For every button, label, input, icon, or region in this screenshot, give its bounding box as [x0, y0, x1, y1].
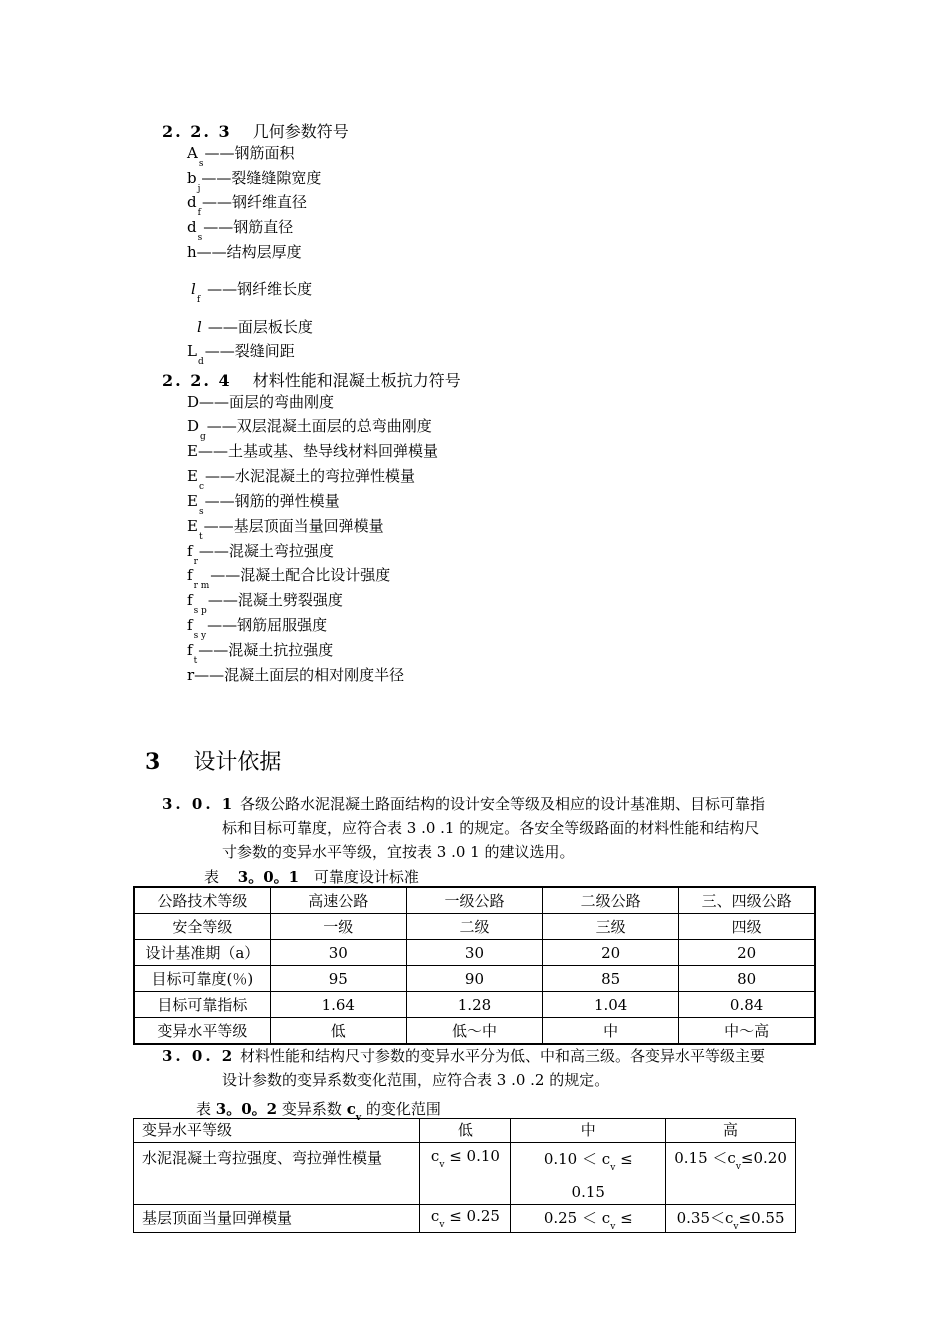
table-cell: 1.64 [270, 992, 406, 1018]
table-cell: 30 [270, 940, 406, 966]
table-cell: 高速公路 [270, 887, 406, 914]
section-title: 几何参数符号 [252, 122, 349, 141]
table-row [134, 1119, 796, 1143]
table-cell: 二级 [406, 914, 542, 940]
clause-3-0-2 [162, 1044, 765, 1068]
table-cell: 低 [270, 1018, 406, 1045]
table-row [134, 1205, 796, 1233]
symbol-entry: $f_{s p}——$混凝土劈裂强度 [187, 591, 343, 616]
table-row [134, 1143, 796, 1205]
table-cell: 中～高 [679, 1018, 815, 1045]
section-2-2-3-heading [162, 119, 349, 142]
reliability-table [133, 886, 816, 1045]
clause-number: 3. 0. 2 [162, 1047, 236, 1065]
table-row [134, 887, 815, 914]
symbol-entry: $l_f——$钢纤维长度 [191, 280, 313, 305]
table-cell: 四级 [679, 914, 815, 940]
table-cell: 基层顶面当量回弹模量 [134, 1205, 420, 1233]
table-cell: 中 [511, 1119, 666, 1143]
table-cell: 90 [406, 966, 542, 992]
table-caption: 表 3。0。2 变异系数 $c_v$ 的变化范围 [196, 1100, 441, 1123]
table-row [134, 992, 815, 1018]
symbol-entry: $d_f——$钢纤维直径 [187, 193, 307, 218]
table-cell: 一级 [270, 914, 406, 940]
table-row [134, 914, 815, 940]
table-row [134, 1018, 815, 1045]
clause-number: 3. 0. 1 [162, 795, 236, 813]
table-cell: $0.35<c_v\le 0.55$ [666, 1205, 796, 1233]
table-caption: 表 3。0。1 可靠度设计标准 [204, 868, 419, 886]
table-cell: 1.28 [406, 992, 542, 1018]
symbol-entry: $f_{s y}——$钢筋屈服强度 [187, 616, 328, 641]
symbol-entry: h——结构层厚度 [187, 243, 302, 261]
symbol-entry: $E_c——$水泥混凝土的弯拉弹性模量 [187, 467, 416, 492]
section-2-2-4-heading [162, 368, 461, 391]
chapter-heading [145, 745, 281, 776]
symbol-entry: $f_t——$混凝土抗拉强度 [187, 641, 334, 666]
table-cell: 20 [543, 940, 679, 966]
clause-line: 设计参数的变异系数变化范围，应符合表 3 .0 .2 的规定。 [222, 1071, 610, 1089]
table-cell: 85 [543, 966, 679, 992]
symbol-entry: $E_t——$基层顶面当量回弹模量 [187, 517, 384, 542]
table-cell: 20 [679, 940, 815, 966]
table-cell: 三、四级公路 [679, 887, 815, 914]
table-cell: $0.15 <c_v\le 0.20$ [666, 1143, 796, 1205]
clause-line: 寸参数的变异水平等级，宜按表 3 .0 1 的建议选用。 [222, 843, 575, 861]
table-cell: 中 [543, 1018, 679, 1045]
symbol-entry: $L_d——$裂缝间距 [187, 342, 295, 367]
table-row [134, 966, 815, 992]
table-cell: $c_v \le 0.25$ [420, 1205, 511, 1233]
table-cell: 低 [420, 1119, 511, 1143]
table-cell: 30 [406, 940, 542, 966]
chapter-number: 3 [145, 749, 161, 775]
clause-line: 材料性能和结构尺寸参数的变异水平分为低、中和高三级。各变异水平等级主要 [239, 1047, 765, 1065]
table-cell: 二级公路 [543, 887, 679, 914]
section-number: 2. 2. 4 [162, 371, 232, 390]
table-cell: 0.84 [679, 992, 815, 1018]
table-cell: $0.10 < c_v$ ≤ 0.15 [511, 1143, 666, 1205]
symbol-entry: r——混凝土面层的相对刚度半径 [187, 666, 405, 684]
table-cell: 变异水平等级 [134, 1018, 270, 1045]
table-cell: 公路技术等级 [134, 887, 270, 914]
section-title: 材料性能和混凝土板抗力符号 [252, 371, 461, 390]
table-cell: 1.04 [543, 992, 679, 1018]
symbol-entry: $A_s——$钢筋面积 [187, 144, 295, 169]
section-number: 2. 2. 3 [162, 122, 232, 141]
clause-3-0-1 [162, 792, 765, 816]
table-cell: 变异水平等级 [134, 1119, 420, 1143]
table-cell: 目标可靠度(％) [134, 966, 270, 992]
clause-line: 各级公路水泥混凝土路面结构的设计安全等级及相应的设计基准期、目标可靠指 [239, 795, 765, 813]
clause-line: 标和目标可靠度，应符合表 3 .0 .1 的规定。各安全等级路面的材料性能和结构尺 [222, 819, 760, 837]
table-cell: 设计基准期（a） [134, 940, 270, 966]
table-cell: 安全等级 [134, 914, 270, 940]
table-cell: 三级 [543, 914, 679, 940]
table-cell: 水泥混凝土弯拉强度、弯拉弹性模量 [134, 1143, 420, 1205]
symbol-entry: $E_s——$钢筋的弹性模量 [187, 492, 340, 517]
table-cell: 95 [270, 966, 406, 992]
table-cell: 一级公路 [406, 887, 542, 914]
symbol-entry: $d_s——$钢筋直径 [187, 218, 294, 243]
table-cell: 80 [679, 966, 815, 992]
symbol-entry: D——面层的弯曲刚度 [187, 393, 335, 411]
table-cell: $c_v \le 0.10$ [420, 1143, 511, 1205]
table-row [134, 940, 815, 966]
symbol-entry: E——土基或基、垫导线材料回弹模量 [187, 442, 438, 460]
symbol-entry: $f_{r m}——$混凝土配合比设计强度 [187, 566, 391, 591]
variation-coefficient-table [133, 1118, 796, 1233]
symbol-entry: $D_g——$双层混凝土面层的总弯曲刚度 [187, 417, 432, 442]
table-cell: $0.25 < c_v$ ≤ [511, 1205, 666, 1233]
symbol-entry: $f_r——$混凝土弯拉强度 [187, 542, 334, 567]
symbol-entry: $b_j——$裂缝缝隙宽度 [187, 169, 322, 194]
chapter-title: 设计依据 [193, 750, 282, 775]
table-cell: 目标可靠指标 [134, 992, 270, 1018]
table-cell: 高 [666, 1119, 796, 1143]
symbol-entry: l ——面层板长度 [197, 318, 313, 336]
table-cell: 低～中 [406, 1018, 542, 1045]
